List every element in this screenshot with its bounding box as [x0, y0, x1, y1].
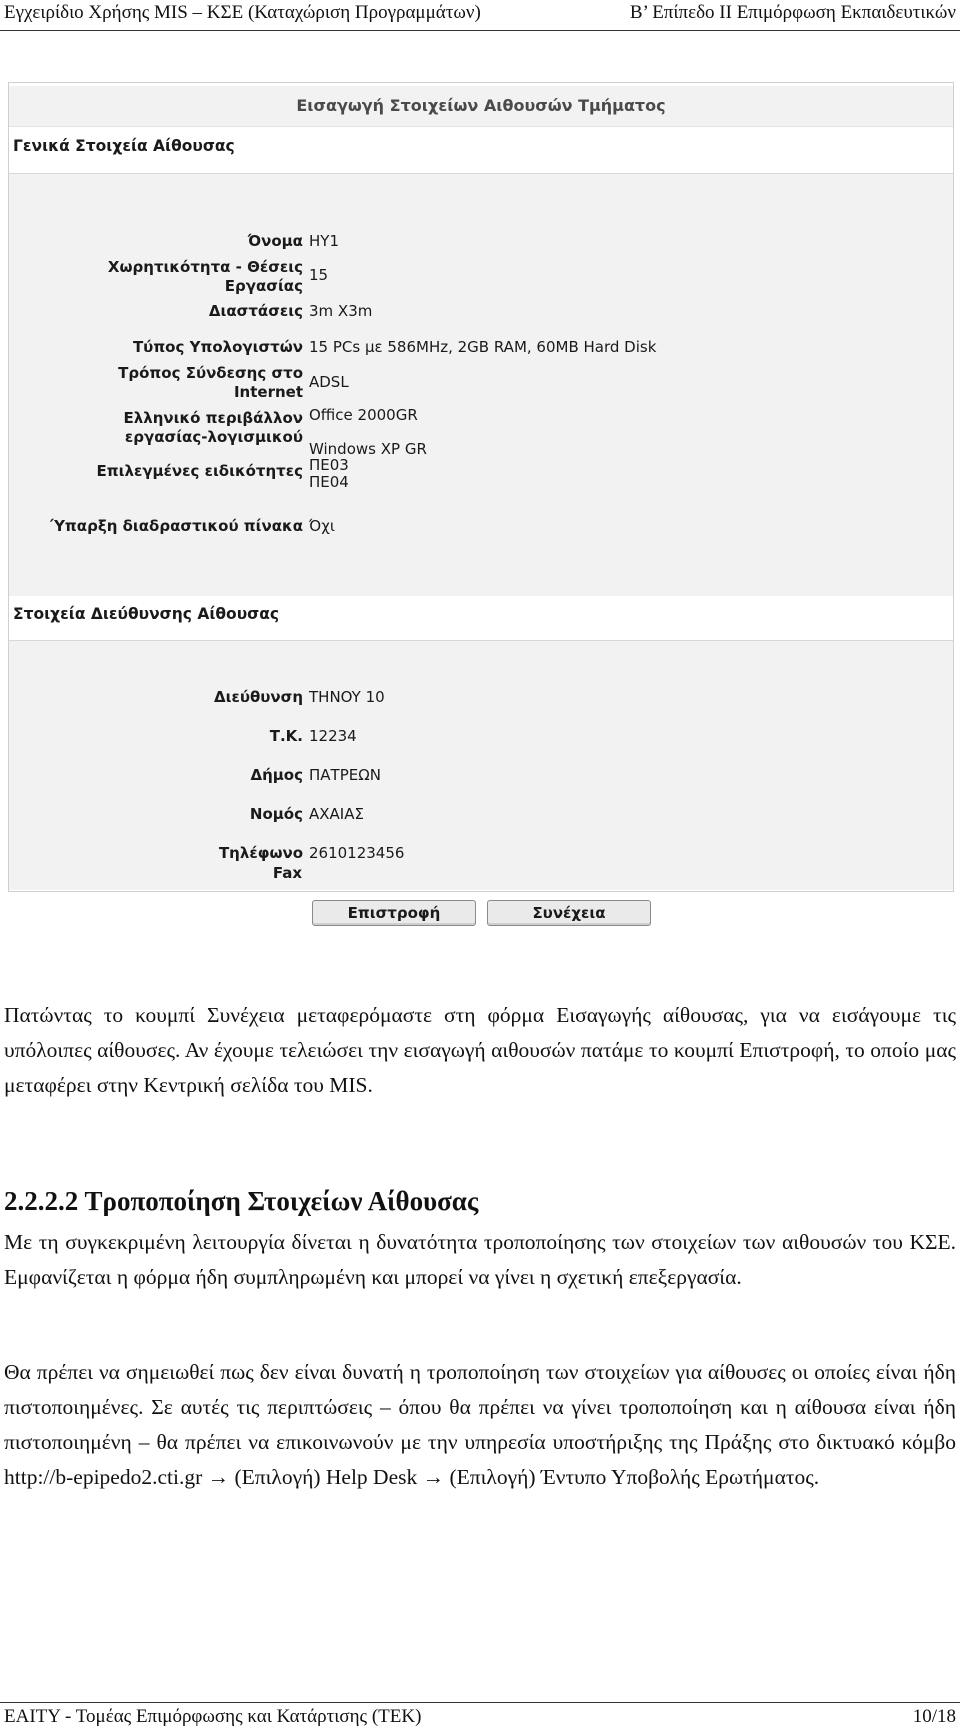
continue-button[interactable]: Συνέχεια [487, 900, 651, 926]
header-right-text: Β’ Επίπεδο ΙΙ Επιμόρφωση Εκπαιδευτικών [629, 2, 956, 23]
section-heading: 2.2.2.2 Τροποποίηση Στοιχείων Αίθουσας [4, 1186, 479, 1216]
form-title: Εισαγωγή Στοιχείων Αιθουσών Τμήματος [9, 86, 953, 127]
field-label: Διαστάσεις [208, 302, 303, 320]
field-label: Τύπος Υπολογιστών [132, 338, 303, 356]
header-left-text: Εγχειρίδιο Χρήσης MIS – ΚΣΕ (Καταχώριση Προγραμμάτων) [4, 2, 481, 23]
section-address [9, 596, 953, 641]
field-label: Επιλεγμένες ειδικότητες [96, 462, 303, 480]
field-label: Διεύθυνση [214, 688, 303, 706]
field-value: 15 [309, 266, 329, 284]
field-value: ΠΑΤΡΕΩΝ [309, 766, 381, 784]
field-value: HY1 [309, 232, 339, 250]
field-value: Office 2000GR [309, 406, 418, 424]
field-label: Ύπαρξη διαδραστικού πίνακα [50, 517, 303, 535]
section-general [9, 127, 953, 174]
field-label: Ελληνικό περιβάλλον εργασίας-λογισμικού [123, 409, 303, 446]
field-value: THNOY 10 [309, 688, 385, 706]
field-label: Τ.Κ. [269, 727, 303, 745]
field-value: 3m X3m [309, 302, 373, 320]
footer-left-text: ΕΑΙΤΥ - Τομέας Επιμόρφωσης και Κατάρτισης (ΤΕΚ) [4, 1706, 422, 1727]
back-button[interactable]: Επιστροφή [312, 900, 476, 926]
field-label: Τηλέφωνο [218, 844, 303, 862]
paragraph-continue-info: Πατώντας το κουμπί Συνέχεια μεταφερόμαστε στη φόρμα Εισαγωγής αίθουσας, για να εισάγουμε τις υπόλοιπες αίθουσες. Αν έχουμε τελειώσει την εισαγωγή αιθουσών πατάμε το κουμπί Επιστροφή, το οποίο μας μεταφέρει στην Κεντρική σελίδα του MIS. [4, 1003, 956, 1097]
field-label: Fax [272, 864, 302, 882]
footer-page-number: 10/18 [912, 1706, 956, 1727]
field-value: 2610123456 [309, 844, 405, 862]
section-general-title: Γενικά Στοιχεία Αίθουσας [13, 137, 235, 155]
section-address-title: Στοιχεία Διεύθυνσης Αίθουσας [13, 605, 280, 623]
paragraph-certified-note: Θα πρέπει να σημειωθεί πως δεν είναι δυνατή η τροποποίηση των στοιχείων για αίθουσες οι οποίες είναι ήδη πιστοποιημένες. Σε αυτές τις περιπτώσεις – όπου θα πρέπει να γίνει τροποποίηση και η αίθουσα είναι ήδη πιστοποιημένη – θα πρέπει να επικοινωνούν με την υπηρεσία υποστήριξης της Πράξης στο δικτυακό κόμβο http://b-epipedo2.cti.gr → (Επιλογή) Help Desk → (Επιλογή) Έντυπο Υποβολής Ερωτήματος. [4, 1360, 956, 1489]
general-fields-panel [9, 224, 953, 596]
field-value: ΠΕ03 [309, 456, 349, 474]
field-value-2: ΠΕ04 [309, 473, 349, 491]
paragraph-modify-info: Με τη συγκεκριμένη λειτουργία δίνεται η δυνατότητα τροποποίησης των στοιχείων των αιθουσών του ΚΣΕ. Εμφανίζεται η φόρμα ήδη συμπληρωμένη και μπορεί να γίνει η σχετική επεξεργασία. [4, 1230, 956, 1289]
field-label: Όνομα [247, 232, 303, 250]
page-header [0, 0, 960, 31]
field-value: ADSL [309, 373, 349, 391]
form-screenshot [8, 82, 954, 892]
spacer-band-2 [9, 641, 953, 679]
field-value: Όχι [309, 517, 335, 535]
field-label: Τρόπος Σύνδεσης στο Internet [118, 364, 303, 401]
spacer-band [9, 174, 953, 224]
field-label: Χωρητικότητα - Θέσεις Εργασίας [107, 258, 303, 295]
footer-rule [0, 1702, 960, 1703]
field-label: Νομός [249, 805, 303, 823]
field-value: ΑΧΑΙΑΣ [309, 805, 364, 823]
field-value: 12234 [309, 727, 357, 745]
field-value-2: Windows XP GR [309, 440, 427, 458]
address-fields-panel [9, 679, 953, 890]
field-label: Δήμος [250, 766, 303, 784]
field-value: 15 PCs με 586MHz, 2GB RAM, 60MB Hard Disk [309, 338, 657, 356]
